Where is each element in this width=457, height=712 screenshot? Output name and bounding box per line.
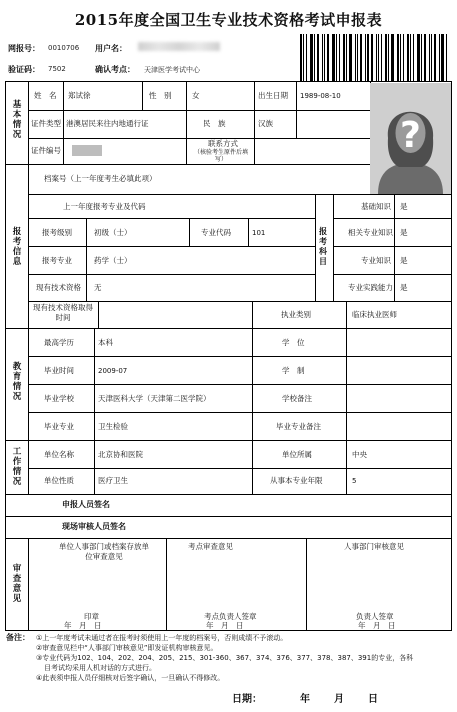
barcode-bar [434,34,436,82]
photo-placeholder [370,83,451,194]
barcode-bar [306,34,307,82]
section-basic: 基本情况 [12,100,22,140]
barcode-bar [357,34,358,82]
unit-type-label: 单位性质 [44,476,74,485]
barcode-bar [343,34,345,82]
username-label: 用户名： [95,44,127,53]
section-exam: 报考信息 [12,227,22,267]
level-label: 报考级别 [42,228,72,237]
idtype-label: 证件类型 [31,119,61,128]
subject-basic-value: 是 [400,202,408,211]
subject-basic-label: 基础知识 [361,202,391,211]
rule [28,538,29,630]
degree-label: 最高学历 [44,338,74,347]
review-col2-title: 考点审查意见 [188,542,233,551]
barcode-bar [365,34,366,82]
barcode-bar [400,34,401,82]
note-item: ④此表须申报人员仔细核对后签字确认，一旦确认不得修改。 [36,674,225,682]
barcode-bar [417,34,420,82]
rule [252,301,253,328]
birth-value: 1989-08-10 [300,92,341,100]
barcode-bar [300,34,302,82]
unit-value: 北京协和医院 [98,450,143,459]
barcode-bar [349,34,352,82]
barcode-bar [355,34,356,82]
barcode-bar [446,34,447,82]
rule [28,356,451,357]
name-value: 郑试徐 [68,91,91,100]
form-title: 2015年度全国卫生专业技术资格考试申报表 [74,11,383,29]
rule [94,328,95,494]
rule [333,246,451,247]
barcode-bar [336,34,337,82]
barcode-bar [439,34,440,82]
note-item: ②审查意见栏中“人事部门审核意见”即发证机构审核意见。 [36,644,218,652]
rule [394,194,395,301]
rule [346,301,347,328]
online-no-label: 网报号： [8,44,40,53]
barcode-bar [322,34,323,82]
unit-belong-label: 单位所属 [282,450,312,459]
rule [28,274,315,275]
ethnic-value: 汉族 [258,119,273,128]
barcode-bar [314,34,315,82]
rule [315,194,316,301]
svg-text:?: ? [400,115,421,156]
section-subjects: 报考科目 [319,227,327,266]
subject-major-value: 是 [400,256,408,265]
idno-label: 证件编号 [31,146,61,155]
school-label: 毕业学校 [44,394,74,403]
barcode-bar [317,34,319,82]
site-date: 年 月 日 [206,621,244,630]
rule [296,110,297,138]
ethnic-label: 民 族 [203,119,226,128]
major-value: 药学（士） [94,256,132,265]
grad-major-label: 毕业专业 [44,422,74,431]
idno-redacted [72,145,102,156]
verify-code-value: 7502 [48,65,66,73]
note-item: ①上一年度考试未通过者在报考时须使用上一年度的档案号，否则成绩不予滚动。 [36,634,288,642]
rule [28,110,370,111]
barcode-bar [339,34,340,82]
barcode-bar [410,34,411,82]
note-item: 目考试均采用人机对话的方式进行。 [44,664,156,672]
school-note-label: 学校备注 [282,394,312,403]
seal-date: 年 月 日 [64,621,102,630]
barcode-bar [378,34,379,82]
barcode-bar [429,34,430,82]
site-sign-label: 考点负责人签章 [204,612,257,621]
rule [28,82,29,494]
rule [189,218,190,246]
grad-time-label: 毕业时间 [44,366,74,375]
date-year: 年 [300,694,310,705]
rule [254,110,255,164]
archive-label: 档案号（上一年度考生必填此项） [44,174,157,183]
date-day: 日 [368,694,378,705]
qual-time-label: 现有技术资格取得时间 [33,303,93,322]
gender-label: 性 别 [149,91,172,100]
qual-value: 无 [94,283,102,292]
rule [296,82,297,110]
rule [248,218,249,246]
rule [28,384,451,385]
rule [28,301,451,302]
contact-label: 联系方式 [208,139,238,148]
subject-related-label: 相关专业知识 [348,228,393,237]
rule [28,246,315,247]
rule [6,328,451,329]
barcode-bar [431,34,432,82]
barcode-bar [441,34,444,82]
subject-practice-value: 是 [400,283,408,292]
barcode-bar [376,34,377,82]
xuezhi-label: 学 制 [282,366,305,375]
subject-practice-label: 专业实践能力 [348,283,393,292]
review-col3-title: 人事部门审核意见 [344,542,404,551]
barcode-bar [421,34,422,82]
note-item: ③专业代码为102、104、202、204、205、215、301-360、367、374、376、377、378、387、391的专业，各科 [36,654,414,662]
rule [252,328,253,494]
rule [63,82,64,164]
code-value: 101 [252,229,266,237]
level-value: 初级（士） [94,228,132,237]
barcode-bar [385,34,387,82]
grad-time-value: 2009-07 [98,367,128,375]
barcode-bar [360,34,362,82]
verify-code-label: 验证码： [8,65,40,74]
grad-major-value: 卫生检验 [98,422,128,431]
barcode-bar [397,34,399,82]
years-label: 从事本专业年限 [270,476,323,485]
rule [142,82,143,110]
degree-value: 本科 [98,338,113,347]
section-education: 教育情况 [12,362,22,402]
date-month: 月 [334,694,344,705]
rule [6,164,370,165]
barcode-bar [424,34,426,82]
rule [6,440,451,441]
review-col1-title: 单位人事部门或档案存放单位审查意见 [59,542,149,561]
barcode-bar [346,34,347,82]
rule [186,110,187,164]
last-year-label: 上一年度报考专业及代码 [63,202,146,211]
school-value: 天津医科大学（天津第二医学院） [98,394,211,403]
barcode [300,34,450,82]
rule [28,194,451,195]
rule [28,468,451,469]
major-label: 报考专业 [42,256,72,265]
username-redacted [138,42,220,51]
practice-value: 临床执业医师 [352,310,397,319]
barcode-bar [310,34,313,82]
unit-belong-value: 中央 [352,450,367,459]
barcode-bar [371,34,374,82]
barcode-bar [332,34,335,82]
barcode-bar [413,34,414,82]
rule [333,274,451,275]
online-no-value: 0010706 [48,44,80,52]
notes-label: 备注： [6,633,30,642]
barcode-bar [391,34,394,82]
rule [28,218,315,219]
barcode-bar [327,34,329,82]
rule [6,516,451,517]
rule [346,328,347,494]
unit-label: 单位名称 [44,450,74,459]
rule [6,494,451,495]
rule [186,82,187,110]
unit-type-value: 医疗卫生 [98,476,128,485]
date-label: 日期： [232,694,262,705]
section-review: 审查意见 [12,564,22,604]
seal-label: 印章 [84,612,99,621]
barcode-bar [388,34,389,82]
code-label: 专业代码 [201,228,231,237]
barcode-bar [403,34,404,82]
resp-sign-label: 负责人签章 [356,612,394,621]
rule [254,82,255,110]
barcode-bar [407,34,409,82]
rule [98,301,99,328]
xuewei-label: 学 位 [282,338,305,347]
barcode-bar [367,34,369,82]
major-note-label: 毕业专业备注 [276,422,321,431]
section-work: 工作情况 [12,447,22,487]
confirm-site-label: 确认考点： [95,65,135,74]
barcode-bar [303,34,304,82]
subject-related-value: 是 [400,228,408,237]
rule [166,538,167,630]
rule [86,218,87,301]
rule [6,538,451,539]
barcode-bar [324,34,325,82]
contact-note: （核验考生原件后填写） [193,149,248,163]
birth-label: 出生日期 [258,91,288,100]
subject-major-label: 专业知识 [361,256,391,265]
barcode-bar [381,34,382,82]
reviewer-sign-label: 现场审核人员签名 [62,522,126,531]
rule [333,218,451,219]
years-value: 5 [352,477,357,485]
qual-label: 现有技术资格 [36,283,81,292]
idtype-value: 港澳居民来往内地通行证 [66,119,149,128]
rule [333,194,334,301]
rule [28,412,451,413]
application-form [5,81,452,631]
applicant-sign-label: 申报人员签名 [62,500,110,509]
practice-label: 执业类别 [281,310,311,319]
resp-date: 年 月 日 [358,621,396,630]
name-label: 姓 名 [34,91,57,100]
gender-value: 女 [192,91,200,100]
rule [306,538,307,630]
confirm-site-value: 天津医学考试中心 [144,66,200,74]
